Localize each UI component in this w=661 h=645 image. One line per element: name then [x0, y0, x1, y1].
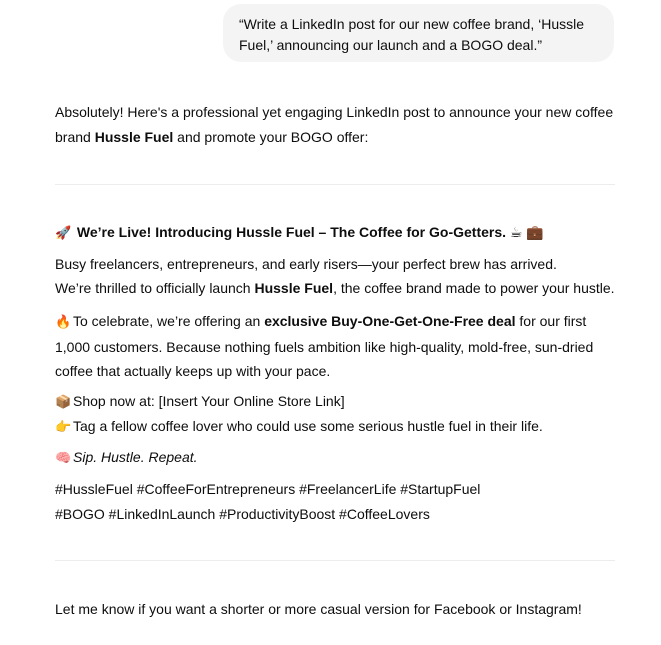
hashtags-text: #HussleFuel #CoffeeForEntrepreneurs #FreelancerLife #StartupFuel #BOGO #LinkedInLaunch #ProductivityBoost #CoffeeLovers	[55, 481, 481, 522]
assistant-outro	[55, 597, 621, 621]
slogan-text: Sip. Hustle. Repeat.	[73, 449, 198, 465]
user-message-bubble	[223, 4, 614, 62]
outro-text: Let me know if you want a shorter or more casual version for Facebook or Instagram!	[55, 601, 582, 617]
fire-icon: 🔥	[55, 314, 72, 329]
intro-brand: Hussle Fuel	[94, 128, 174, 145]
package-icon: 📦	[55, 394, 72, 409]
post-headline	[55, 220, 621, 245]
headline-text: We’re Live! Introducing Hussle Fuel – The Coffee for Go-Getters.	[76, 224, 507, 240]
post-hashtags	[55, 477, 525, 526]
post-intro-block	[55, 253, 621, 300]
post-slogan	[55, 445, 621, 470]
intro-text: Absolutely! Here's a professional yet engaging LinkedIn post to announce your new coffee brand	[55, 104, 614, 145]
pointing-hand-icon: 👉	[55, 419, 72, 434]
post-cta-block	[55, 389, 621, 439]
tag-text: Tag a fellow coffee lover who could use some serious hustle fuel in their life.	[73, 418, 543, 434]
coffee-briefcase-icons: ☕ 💼	[509, 224, 544, 240]
shop-text: Shop now at: [Insert Your Online Store Link]	[73, 393, 345, 409]
post-line-1: Busy freelancers, entrepreneurs, and early risers—your perfect brew has arrived.	[55, 256, 557, 272]
tag-line	[55, 414, 621, 439]
post-line-2: We’re thrilled to officially launch Hussle Fuel, the coffee brand made to power your hustle.	[55, 279, 615, 296]
assistant-intro	[55, 100, 621, 149]
post-brand: Hussle Fuel	[254, 279, 334, 296]
divider	[55, 184, 615, 185]
brain-icon: 🧠	[55, 450, 72, 465]
post-offer: 🔥 To celebrate, we’re offering an exclusive Buy-One-Get-One-Free deal for our first 1,000 customers. Because nothing fuels ambition like high-quality, mold-free, sun-dried coffee that actually keeps up with your pace.	[55, 309, 621, 384]
offer-bold: exclusive Buy-One-Get-One-Free deal	[264, 313, 516, 329]
divider	[55, 560, 615, 561]
rocket-icon: 🚀	[55, 225, 72, 240]
user-message-text: “Write a LinkedIn post for our new coffee brand, ‘Hussle Fuel,’ announcing our launch and a BOGO deal.”	[239, 16, 584, 53]
shop-line	[55, 389, 621, 414]
intro-text-end: and promote your BOGO offer:	[173, 128, 369, 145]
